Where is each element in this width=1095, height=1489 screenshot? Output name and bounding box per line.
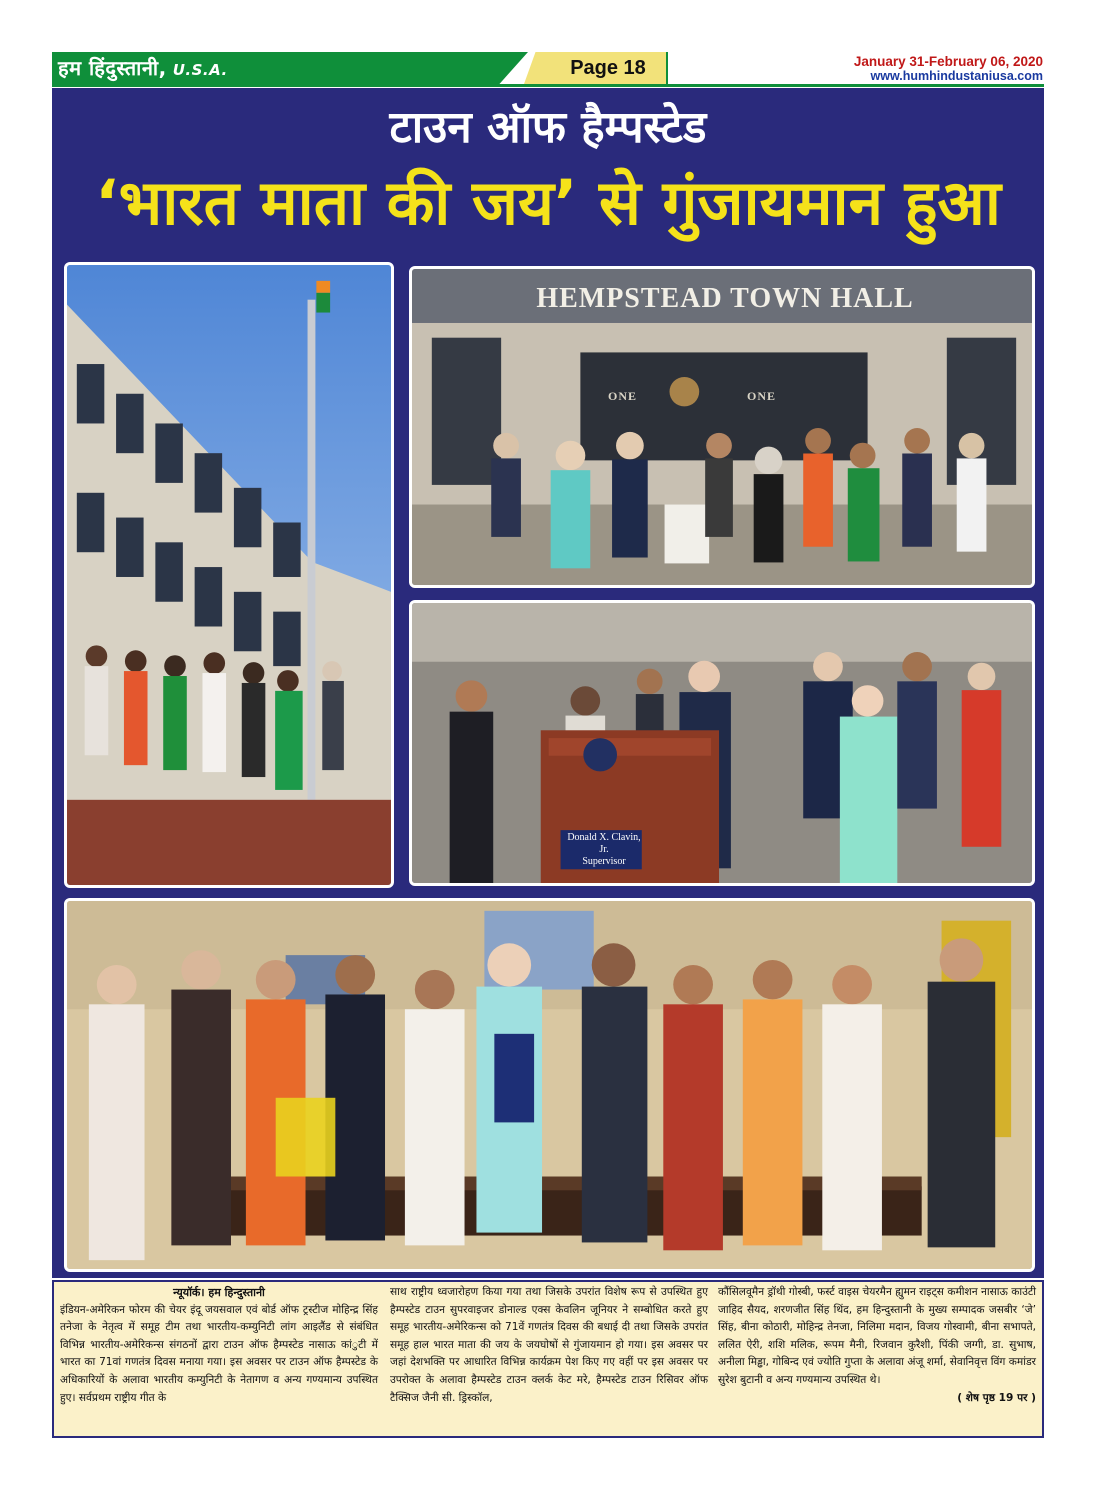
podium-title: Supervisor — [582, 856, 626, 867]
page-number: Page 18 — [570, 57, 646, 79]
masthead-name: हम हिंदुस्तानी, — [58, 56, 167, 80]
town-hall-sign: HEMPSTEAD TOWN HALL — [536, 283, 914, 314]
door-sign-right: ONE — [747, 389, 777, 403]
headline-main: ‘भारत माता की जय’ से गुंजायमान हुआ — [95, 166, 1001, 239]
header-divider — [52, 84, 1044, 87]
issue-date: January 31-February 06, 2020 — [853, 54, 1043, 69]
continued-notice: ( शेष पृष्ठ 19 पर ) — [957, 1391, 1036, 1404]
article-column-1 — [60, 1284, 378, 1407]
photo-podium-speech — [409, 600, 1035, 886]
photo-town-hall-group — [409, 266, 1035, 588]
podium-name: Donald X. Clavin, Jr. — [567, 832, 641, 855]
photo-flag-hoisting — [64, 262, 394, 888]
website-link[interactable]: www.humhindustaniusa.com — [870, 69, 1043, 83]
article-column-2 — [390, 1284, 708, 1407]
article-column-3 — [718, 1284, 1036, 1407]
headline-kicker: टाउन ऑफ हैम्पस्टेड — [389, 102, 707, 153]
article-text-2: साथ राष्ट्रीय ध्वजारोहण किया गया तथा जिसके उपरांत विशेष रूप से उपस्थित हुए हैम्पस्टेड टाउन सुपरवाइजर डोनाल्ड एक्स केवलिन जूनियर ने सम्बोधित करते हुए समूह भारतीय-अमेरिकन्स को 71वें गणतंत्र दिवस की बधाई दी तथा जिसके उपरांत समूह हाल भारत माता की जय के जयघोषों से गुंजायमान हो गया। इस अवसर पर जहां देशभक्ति पर आधारित विभिन्न कार्यक्रम पेश किए गए वहीं पर इस अवसर पर उपरोक्त के अलावा हैम्पस्टेड टाउन क्लर्क केट मरे, हैम्पस्टेड टाउन रिसिवर ऑफ टैक्सिज जैनी सी. ड्रिस्कॉल, — [390, 1286, 708, 1404]
masthead-suffix: U.S.A. — [172, 61, 228, 79]
article-text-1: इंडियन-अमेरिकन फोरम की चेयर इंदू जयसवाल एवं बोर्ड ऑफ ट्रस्टीज मोहिन्द्र सिंह तनेजा के नेतृत्व में समूह टीम तथा भारतीय-कम्युनिटी लांग आइलैंड से संबंधित विभिन्न भारतीय-अमेरिकन्स संगठनों द्वारा टाउन ऑफ हैम्पस्टेड नासाऊ कांुटी में भारत का 71वां गणतंत्र दिवस मनाया गया। इस अवसर पर टाउन ऑफ हैम्पस्टेड के अधिकारियों के अलावा भारतीय कम्युनिटी के नेतागण व अन्य गण्यमान्य उपस्थित हुए। सर्वप्रथम राष्ट्रीय गीत के — [60, 1303, 378, 1404]
masthead-title — [58, 54, 228, 82]
article-byline: न्यूयॉर्क। हम हिन्दुस्तानी — [173, 1286, 265, 1299]
podium-nameplate — [562, 832, 646, 868]
photo-proclamation-group — [64, 898, 1035, 1272]
article-text-3: कौंसिलवूमैन ड्रॉथी गोस्बी, फर्स्ट वाइस चेयरमैन ह्युमन राइट्स कमीशन नासाऊ काउंटी जाहिद सैयद, शरणजीत सिंह थिंद, हम हिन्दुस्तानी के मुख्य सम्पादक जसबीर ‘जे’ सिंह, बीना कोठारी, मोहिन्द्र तेनजा, निलिमा मदान, विजय गोस्वामी, बीना सभापते, ललित ऐरी, शशि मलिक, रूपम मैनी, रिजवान कुरैशी, पिंकी जग्गी, डा. सुभाष, अनीला मिड्ढा, गोबिन्द एवं ज्योति गुप्ता के अलावा अंजू शर्मा, सेवानिवृत्त विंग कमांडर सुरेश बुटानी व अन्य गण्यमान्य उपस्थित थे। — [718, 1286, 1036, 1386]
door-sign-left: ONE — [608, 389, 638, 403]
